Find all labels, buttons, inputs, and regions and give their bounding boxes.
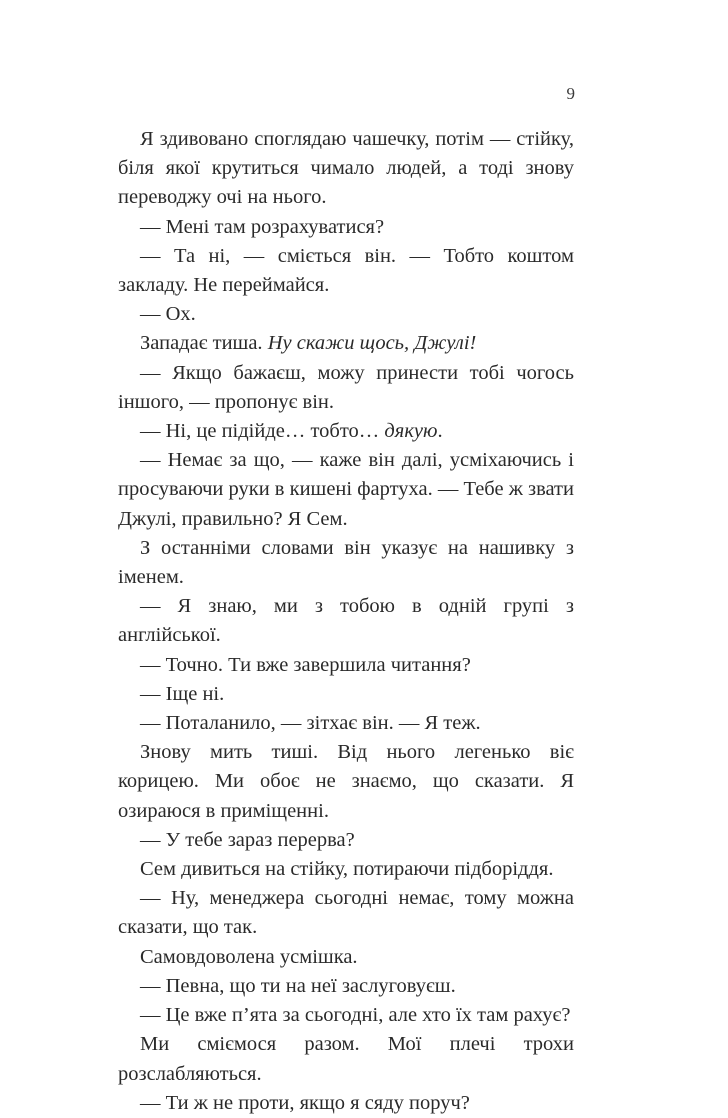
paragraph: [118, 300, 574, 329]
paragraph: [118, 680, 574, 709]
paragraph: [118, 1001, 574, 1030]
paragraph: [118, 242, 574, 300]
paragraph-text: .: [437, 420, 443, 443]
italic-text: Ну скажи щось, Джулі!: [267, 332, 477, 355]
paragraph-text: — Якщо бажаєш, можу принести тобі чогось іншого, — пропонує він.: [118, 361, 574, 413]
paragraph: [118, 329, 574, 358]
paragraph-text: — Ні, це підійде… тобто…: [140, 420, 385, 443]
paragraph: [118, 738, 574, 826]
paragraph-text: Западає тиша.: [140, 332, 268, 355]
paragraph: [118, 534, 574, 592]
paragraph-text: — Це вже п’ята за сьогодні, але хто їх там рахує?: [140, 1004, 571, 1027]
page-number: 9: [566, 84, 575, 103]
paragraph: [118, 855, 574, 884]
paragraph: [118, 884, 574, 942]
paragraph-text: — Ти ж не проти, якщо я сяду поруч?: [140, 1091, 470, 1114]
paragraph-text: — Іще ні.: [140, 682, 225, 705]
paragraph: [118, 826, 574, 855]
paragraph: [118, 446, 574, 534]
paragraph: [118, 1030, 574, 1088]
paragraph-text: Я здивовано споглядаю чашечку, потім — стійку, біля якої крутиться чимало людей, а тоді знову переводжу очі на нього.: [118, 128, 574, 209]
paragraph: [118, 651, 574, 680]
paragraph-text: Ми сміємося разом. Мої плечі трохи розслабляються.: [118, 1033, 574, 1085]
paragraph: [118, 709, 574, 738]
paragraph-text: — Немає за що, — каже він далі, усміхаючись і просуваючи руки в кишені фартуха. — Тебе ж звати Джулі, правильно? Я Сем.: [118, 449, 574, 530]
paragraph-text: Сем дивиться на стійку, потираючи підборіддя.: [140, 858, 554, 881]
paragraph-text: З останніми словами він указує на нашивку з іменем.: [118, 536, 574, 589]
paragraph-text: — Поталанило, — зітхає він. — Я теж.: [140, 712, 481, 735]
paragraph-text: — Певна, що ти на неї заслуговуєш.: [140, 974, 456, 997]
paragraph: [118, 1089, 574, 1118]
paragraph: [118, 213, 574, 242]
paragraph-text: — Точно. Ти вже завершила читання?: [140, 653, 471, 676]
paragraph-text: — Ну, менеджера сьогодні немає, тому можна сказати, що так.: [118, 887, 574, 939]
paragraph-text: — Та ні, — сміється він. — Тобто коштом закладу. Не переймайся.: [118, 244, 574, 297]
paragraph: [118, 417, 574, 446]
paragraph: [118, 359, 574, 417]
paragraph-text: Самовдоволена усмішка.: [140, 945, 358, 968]
paragraph-text: — Мені там розрахуватися?: [140, 215, 385, 238]
paragraph: [118, 592, 574, 650]
paragraph: [118, 943, 574, 972]
paragraph: [118, 125, 574, 213]
paragraph-text: — Я знаю, ми з тобою в одній групі з англійської.: [118, 595, 574, 647]
italic-text: дякую: [384, 420, 438, 443]
paragraph: [118, 972, 574, 1001]
paragraph-text: Знову мить тиші. Від нього легенько віє корицею. Ми обоє не знаємо, що сказати. Я озираюся в приміщенні.: [118, 741, 574, 822]
body-text: [118, 125, 574, 1118]
paragraph-text: — У тебе зараз перерва?: [140, 828, 355, 851]
paragraph-text: — Ох.: [140, 303, 196, 326]
